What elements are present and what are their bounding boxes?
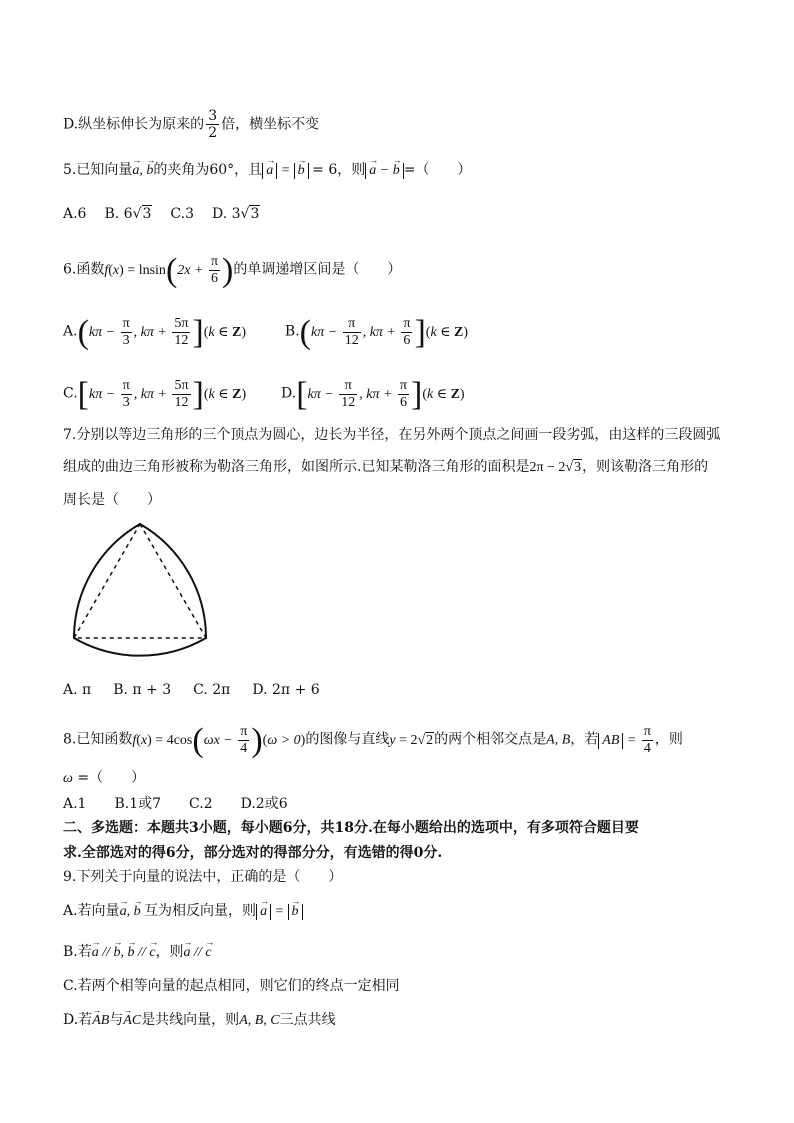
q6-option-c-label: C. (63, 385, 78, 402)
q7-option-c: C. 2π (193, 682, 231, 698)
q8-line: y = 2√2 (389, 732, 434, 748)
q9-option-c: C.若两个相等向量的起点相同，则它们的终点一定相同 (63, 978, 400, 994)
q8-function: f(x) = 4cos(ωx − $\frac{\pi}{4}$ )(ω > 0) (132, 721, 306, 759)
q8-stem: 8.已知函数 (63, 731, 133, 748)
q6-option-b: (kπ − $\frac{\pi}{12}$ , kπ + $\frac{\pi}{6}$ ](k ∈ Z) (299, 313, 469, 351)
inner-triangle (74, 524, 206, 638)
abs-diff: → a − → b (365, 163, 403, 178)
q7-option-a: A. π (63, 682, 92, 698)
vector-a-b: → a, → b (132, 163, 153, 178)
q9-option-a: A.若向量→ a, → b 互为相反向量，则→ a = → b (63, 901, 303, 922)
q6-end: 的单调递增区间是（ ） (233, 261, 402, 278)
q7-area: 2π − 2√3 (529, 460, 582, 475)
fraction-den: 2 (208, 125, 218, 141)
q6-options-ab (63, 313, 469, 351)
q5-option-b: B. 6 (104, 206, 133, 222)
q4-option-d (63, 108, 319, 141)
fraction (206, 108, 219, 141)
q6-option-d-label: D. (281, 385, 297, 402)
q6-option-d: [kπ − $\frac{\pi}{12}$ , kπ + $\frac{\pi}{6}$ ](k ∈ Z) (296, 375, 465, 413)
q6-option-a-label: A. (63, 323, 78, 340)
q9-option-d-end: 是共线向量，则 (141, 1012, 240, 1028)
q7-line1: 7.分别以等边三角形的三个顶点为圆心，边长为半径，在另外两个顶点之间画一段劣弧，由这样的三段圆弧 (63, 427, 721, 443)
q9-option-d-tail: 三点共线 (279, 1012, 336, 1028)
q7-line2a: 组成的曲边三角形被称为勒洛三角形，如图所示.已知某勒洛三角形的面积是 (63, 459, 530, 475)
q9-option-a-mid: 互为相反向量，则 (144, 903, 257, 919)
q6-option-b-label: B. (284, 323, 300, 340)
q5-stem: 5.已知向量 (63, 162, 133, 178)
reuleaux-curve (74, 524, 206, 656)
section-2-heading-line2: 求.全部选对的得6分，部分选对的得部分分，有选错的得0分. (63, 845, 443, 861)
question-5 (63, 160, 471, 181)
q5-eq: = 6，则 (312, 162, 366, 178)
q4-option-d-tail: 倍，横坐标不变 (221, 116, 320, 133)
q5-mid: 的夹角为60°，且 (153, 162, 263, 178)
section-2-heading-line1: 二、多选题：本题共3小题，每小题6分，共18分.在每小题给出的选项中，有多项符合题目要 (63, 820, 639, 836)
q9-option-b-end: ，则 (155, 944, 184, 960)
q7-options (63, 680, 320, 700)
q8-option-c: C.2 (189, 796, 213, 812)
q7-option-b: B. π + 3 (113, 682, 172, 698)
q6-option-c: [kπ − $\frac{\pi}{3}$ , kπ + $\frac{5\pi}{12}$ ](k ∈ Z) (77, 375, 247, 413)
question-8 (63, 721, 683, 759)
q8-ab: AB = $\frac{\pi}{4}$ (598, 733, 655, 748)
reuleaux-triangle-figure (64, 518, 214, 660)
q9-option-d-mid: 与 (109, 1012, 124, 1028)
q8-line2: ω =（ ） (63, 770, 146, 786)
q6-function: f(x) = lnsin(2x + $\frac{\pi}{6}$ ) (104, 251, 234, 289)
q5-end: =（ ） (403, 162, 472, 178)
q8-options (63, 794, 288, 814)
q7-line2 (63, 457, 708, 478)
q8-mid3: ，若 (570, 731, 599, 748)
q5-option-d: D. 3 (212, 206, 241, 222)
q4-option-d-text: D.纵坐标伸长为原来的 (63, 116, 205, 133)
q8-mid: 的图像与直线 (305, 731, 390, 748)
q7-option-d: D. 2π + 6 (252, 682, 320, 698)
q5-options: A.6 B. 6√3 C.3 D. 3√3 (63, 206, 260, 222)
q9-option-d-text: D.若 (63, 1012, 93, 1028)
q7-line3: 周长是（ ） (63, 492, 161, 508)
q8-option-d: D.2或6 (240, 796, 288, 812)
q9-option-a-text: A.若向量 (63, 903, 120, 919)
q9-option-d: D.若→ AB与→ AC是共线向量，则A, B, C三点共线 (63, 1010, 336, 1031)
q8-line2-text: =（ ） (77, 770, 146, 786)
q9-stem: 9.下列关于向量的说法中，正确的是（ ） (63, 869, 343, 885)
q6-stem: 6.函数 (63, 261, 105, 278)
q9-option-b: B.若→ a // → b, → b // → c，则→ a // → c (63, 942, 212, 963)
q8-option-a: A.1 (63, 796, 87, 812)
q8-mid2: 的两个相邻交点是 (434, 731, 547, 748)
q6-option-a: (kπ − $\frac{\pi}{3}$ , kπ + $\frac{5\pi}{12}$ ](k ∈ Z) (77, 313, 247, 351)
q7-line2b: ，则该勒洛三角形的 (582, 459, 709, 475)
q9-option-b-text: B.若 (63, 944, 92, 960)
abs-expr: → a = → b (262, 163, 312, 178)
fraction-num: 3 (208, 108, 218, 124)
q8-points: A, B (546, 732, 571, 748)
q8-option-b: B.1或7 (114, 796, 162, 812)
question-6 (63, 251, 402, 289)
q5-option-c: C.3 (170, 206, 194, 222)
q8-end: ，则 (654, 731, 683, 748)
q5-option-a: A.6 (63, 206, 87, 222)
q6-options-cd (63, 375, 465, 413)
